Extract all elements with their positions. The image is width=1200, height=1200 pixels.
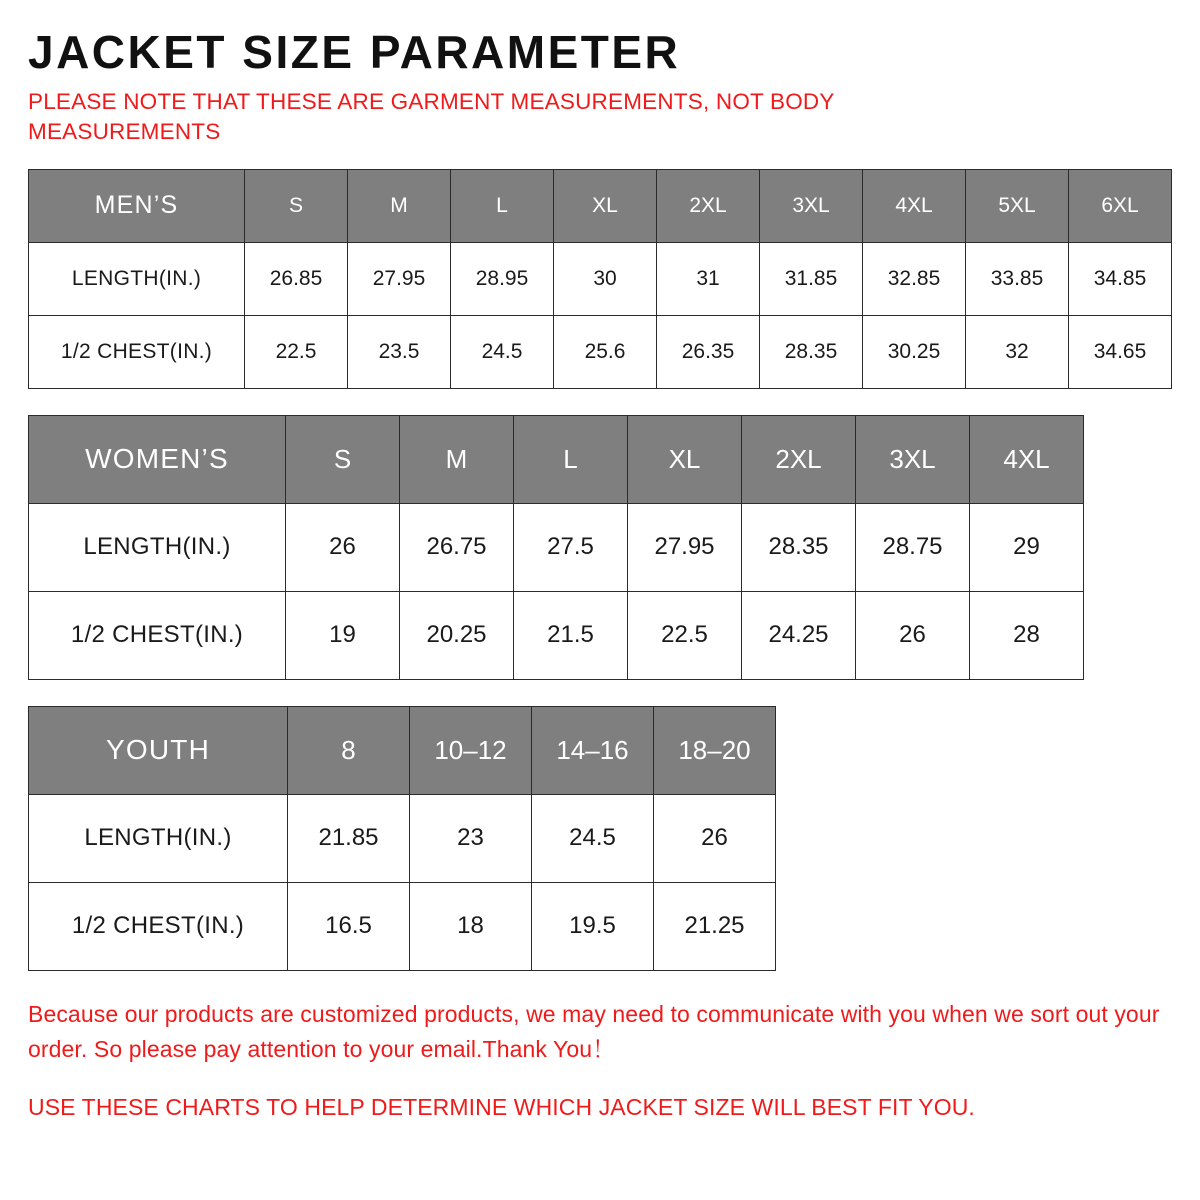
cell: 31 (657, 242, 760, 315)
size-header: XL (628, 415, 742, 503)
cell: 27.5 (514, 503, 628, 591)
cell: 19.5 (532, 882, 654, 970)
cell: 21.85 (288, 794, 410, 882)
size-header: 3XL (856, 415, 970, 503)
row-label: LENGTH(IN.) (29, 503, 286, 591)
size-header: 2XL (657, 169, 760, 242)
size-header: 2XL (742, 415, 856, 503)
cell: 32 (966, 315, 1069, 388)
size-header: M (348, 169, 451, 242)
row-label: 1/2 CHEST(IN.) (29, 315, 245, 388)
table-row (29, 794, 776, 882)
cell: 19 (286, 591, 400, 679)
cell: 26.85 (245, 242, 348, 315)
cell: 16.5 (288, 882, 410, 970)
cell: 34.65 (1069, 315, 1172, 388)
table-title-mens: MEN’S (29, 169, 245, 242)
size-header: 4XL (970, 415, 1084, 503)
footer-note-usage: USE THESE CHARTS TO HELP DETERMINE WHICH JACKET SIZE WILL BEST FIT YOU. (28, 1094, 975, 1121)
table-title-womens: WOMEN’S (29, 415, 286, 503)
table-row (29, 315, 1172, 388)
row-label: 1/2 CHEST(IN.) (29, 591, 286, 679)
cell: 20.25 (400, 591, 514, 679)
size-header: XL (554, 169, 657, 242)
size-header: 6XL (1069, 169, 1172, 242)
cell: 27.95 (348, 242, 451, 315)
cell: 28.75 (856, 503, 970, 591)
cell: 23 (410, 794, 532, 882)
youth-size-table (28, 706, 776, 971)
page-title: JACKET SIZE PARAMETER (28, 26, 681, 78)
cell: 18 (410, 882, 532, 970)
cell: 27.95 (628, 503, 742, 591)
cell: 21.25 (654, 882, 776, 970)
cell: 24.25 (742, 591, 856, 679)
cell: 26.75 (400, 503, 514, 591)
cell: 33.85 (966, 242, 1069, 315)
footer-note-customization: Because our products are customized products, we may need to communicate with you when we sort out your order. So please pay attention to your email.Thank You！ (28, 1000, 1160, 1063)
cell: 22.5 (245, 315, 348, 388)
cell: 26 (856, 591, 970, 679)
size-header: S (286, 415, 400, 503)
row-label: LENGTH(IN.) (29, 794, 288, 882)
size-header: M (400, 415, 514, 503)
cell: 26 (654, 794, 776, 882)
row-label: 1/2 CHEST(IN.) (29, 882, 288, 970)
cell: 25.6 (554, 315, 657, 388)
cell: 32.85 (863, 242, 966, 315)
size-header: 18–20 (654, 706, 776, 794)
womens-size-table (28, 415, 1084, 680)
size-header: 10–12 (410, 706, 532, 794)
size-header: S (245, 169, 348, 242)
measurement-note: PLEASE NOTE THAT THESE ARE GARMENT MEASUREMENTS, NOT BODY MEASUREMENTS (28, 88, 835, 144)
table-title-youth: YOUTH (29, 706, 288, 794)
size-header: 8 (288, 706, 410, 794)
footer-notes (28, 997, 1168, 1126)
cell: 28.35 (760, 315, 863, 388)
size-header: L (451, 169, 554, 242)
table-row (29, 503, 1084, 591)
size-header: 14–16 (532, 706, 654, 794)
cell: 34.85 (1069, 242, 1172, 315)
mens-size-table (28, 169, 1172, 389)
size-header: L (514, 415, 628, 503)
cell: 26.35 (657, 315, 760, 388)
size-header: 3XL (760, 169, 863, 242)
size-header: 4XL (863, 169, 966, 242)
cell: 24.5 (451, 315, 554, 388)
cell: 30 (554, 242, 657, 315)
cell: 24.5 (532, 794, 654, 882)
cell: 28 (970, 591, 1084, 679)
cell: 28.35 (742, 503, 856, 591)
row-label: LENGTH(IN.) (29, 242, 245, 315)
cell: 21.5 (514, 591, 628, 679)
cell: 22.5 (628, 591, 742, 679)
table-row (29, 242, 1172, 315)
table-header-row (29, 415, 1084, 503)
cell: 30.25 (863, 315, 966, 388)
table-row (29, 591, 1084, 679)
table-header-row (29, 706, 776, 794)
size-header: 5XL (966, 169, 1069, 242)
cell: 26 (286, 503, 400, 591)
table-row (29, 882, 776, 970)
cell: 31.85 (760, 242, 863, 315)
cell: 23.5 (348, 315, 451, 388)
cell: 28.95 (451, 242, 554, 315)
table-header-row (29, 169, 1172, 242)
cell: 29 (970, 503, 1084, 591)
